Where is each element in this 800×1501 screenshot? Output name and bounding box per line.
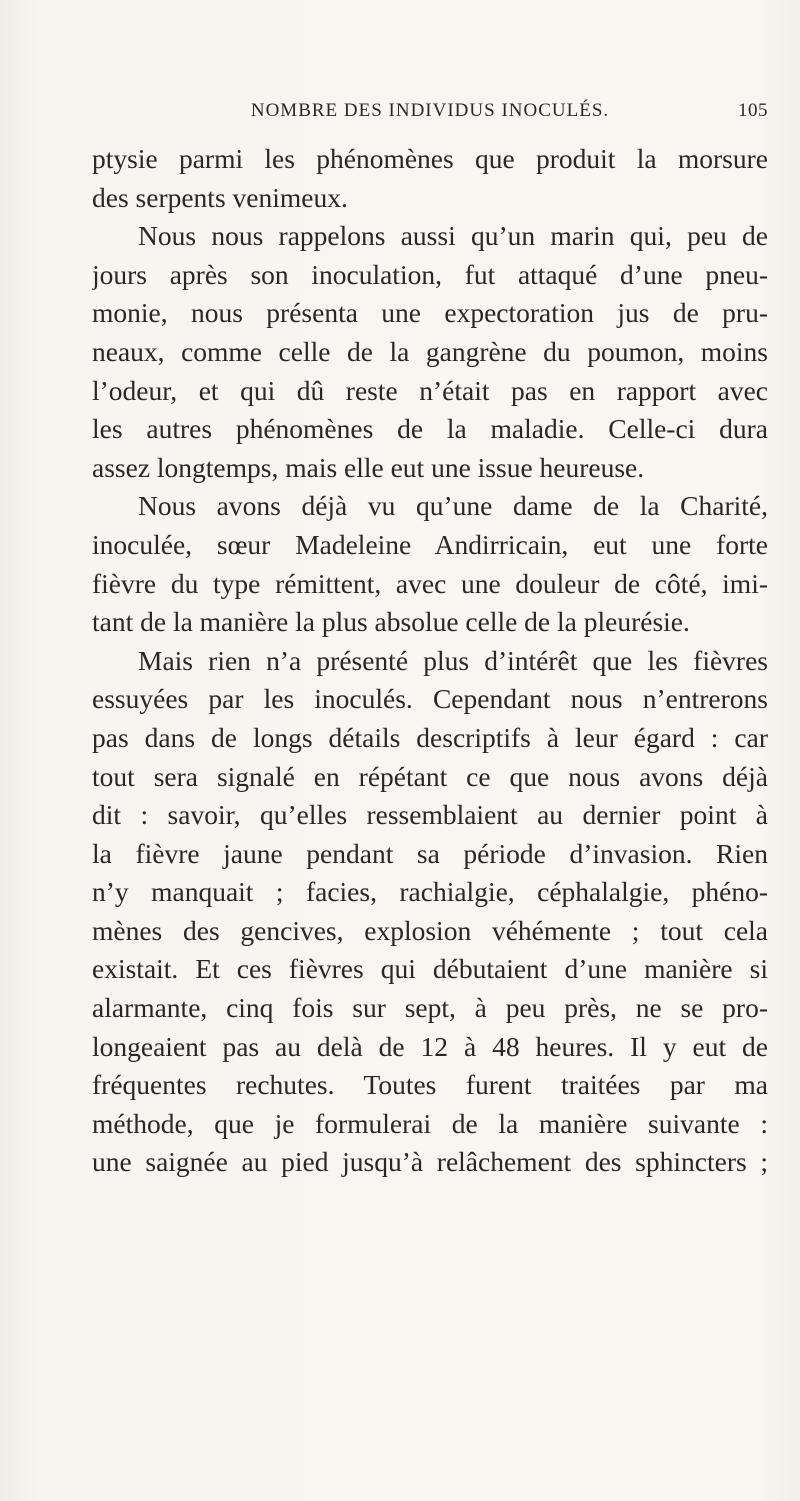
- text-line: n’y manquait ; facies, rachialgie, céphalalgie, phéno-: [92, 876, 768, 908]
- text-line: neaux, comme celle de la gangrène du poumon, moins: [92, 335, 768, 367]
- text-line: pas dans de longs détails descriptifs à leur égard : car: [92, 721, 768, 753]
- page-header: [92, 100, 768, 130]
- text-line: Mais rien n’a présenté plus d’intérêt que les fièvres: [138, 644, 768, 676]
- text-line: tant de la manière la plus absolue celle de la pleurésie.: [92, 606, 690, 638]
- text-line: longeaient pas au delà de 12 à 48 heures. Il y eut de: [92, 1030, 768, 1062]
- text-line: fièvre du type rémittent, avec une douleur de côté, imi-: [92, 567, 768, 599]
- running-title: NOMBRE DES INDIVIDUS INOCULÉS.: [250, 100, 610, 121]
- text-line: une saignée au pied jusqu’à relâchement des sphincters ;: [92, 1146, 768, 1178]
- text-line: Nous nous rappelons aussi qu’un marin qui, peu de: [138, 220, 768, 252]
- text-line: dit : savoir, qu’elles ressemblaient au dernier point à: [92, 799, 768, 831]
- text-line: tout sera signalé en répétant ce que nous avons déjà: [92, 760, 768, 792]
- text-line: monie, nous présenta une expectoration jus de pru-: [92, 297, 768, 329]
- text-line: méthode, que je formulerai de la manière suivante :: [92, 1107, 768, 1139]
- text-line: mènes des gencives, explosion véhémente ; tout cela: [92, 914, 768, 946]
- text-line: les autres phénomènes de la maladie. Celle-ci dura: [92, 413, 768, 445]
- page-number: 105: [738, 100, 768, 121]
- text-line: des serpents venimeux.: [92, 181, 348, 213]
- text-line: fréquentes rechutes. Toutes furent traitées par ma: [92, 1069, 768, 1101]
- text-line: la fièvre jaune pendant sa période d’invasion. Rien: [92, 837, 768, 869]
- text-line: ptysie parmi les phénomènes que produit la morsure: [92, 143, 768, 174]
- text-line: existait. Et ces fièvres qui débutaient d’une manière si: [92, 953, 768, 985]
- text-line: inoculée, sœur Madeleine Andirricain, eut une forte: [92, 528, 768, 560]
- text-line: essuyées par les inoculés. Cependant nous n’entrerons: [92, 683, 768, 715]
- text-line: Nous avons déjà vu qu’une dame de la Charité,: [138, 490, 768, 522]
- body-text: [92, 140, 768, 1182]
- text-line: alarmante, cinq fois sur sept, à peu près, ne se pro-: [92, 992, 768, 1024]
- text-line: jours après son inoculation, fut attaqué d’une pneu-: [92, 258, 768, 290]
- text-line: l’odeur, et qui dû reste n’était pas en rapport avec: [92, 374, 768, 406]
- text-line: assez longtemps, mais elle eut une issue heureuse.: [92, 451, 645, 483]
